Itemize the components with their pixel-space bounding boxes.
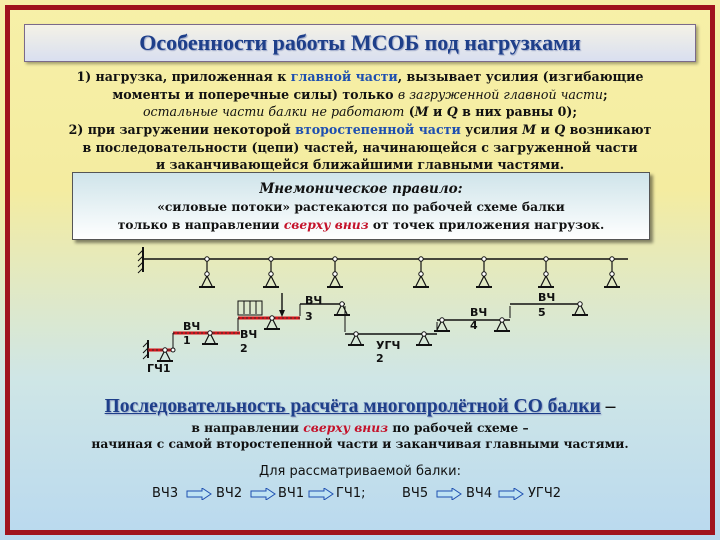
- p1-text: ;: [603, 86, 608, 102]
- p1-q: Q: [446, 104, 458, 119]
- p2-text: усилия: [460, 122, 523, 137]
- chain-vch2: ВЧ2: [216, 486, 243, 501]
- p2-secondary-part: второстепенной части: [295, 122, 461, 137]
- label-ugch2: УГЧ: [376, 339, 401, 352]
- sequence-line1: [20, 420, 700, 436]
- chain-ugch2: УГЧ2: [528, 486, 562, 501]
- p1-rest-text: остальные части балки не работают: [142, 104, 405, 119]
- label-gch1: ГЧ1: [147, 362, 171, 375]
- arrow-icon: [498, 488, 524, 500]
- mnemonic-text: только в направлении: [117, 217, 284, 232]
- arrow-icon: [186, 488, 212, 500]
- top-scheme: [138, 247, 628, 287]
- p2-q: Q: [554, 122, 566, 137]
- p2-m: M: [522, 122, 537, 137]
- chain-vch3: ВЧ3: [152, 486, 179, 501]
- chain-vch5: ВЧ5: [402, 486, 429, 501]
- label-vch5: ВЧ: [538, 291, 556, 304]
- label-vch3-num: 3: [305, 310, 313, 323]
- p2-text: возникают: [565, 122, 652, 137]
- label-vch1-num: 1: [183, 334, 191, 347]
- label-vch5-num: 5: [538, 306, 546, 319]
- chain-vch1: ВЧ1: [278, 486, 305, 501]
- label-vch4-num: 4: [470, 319, 478, 332]
- p2-text: 2) при загружении некоторой: [68, 122, 296, 137]
- mnemonic-top-down: сверху вниз: [283, 217, 369, 232]
- p1-text: , вызывает усилия (изгибающие: [397, 69, 644, 84]
- sequence-line2: начиная с самой второстепенной части и заканчивая главными частями.: [91, 436, 629, 451]
- page-title: Особенности работы МСОБ под нагрузками: [139, 30, 581, 55]
- footer-label: Для рассматриваемой балки:: [259, 464, 461, 479]
- arrow-icon: [250, 488, 276, 500]
- mnemonic-line1: «силовые потоки» растекаются по рабочей схеме балки: [157, 199, 565, 214]
- mnemonic-text: от точек приложения нагрузок.: [368, 217, 605, 232]
- p2-line3: и заканчивающейся ближайшими главными частями.: [155, 157, 565, 172]
- label-vch1: ВЧ: [183, 320, 201, 333]
- p1-m: M: [414, 104, 429, 119]
- p1-main-part: главной части: [290, 69, 398, 84]
- mnemonic-heading: Мнемоническое правило:: [259, 181, 463, 197]
- sequence-title: [20, 396, 700, 418]
- chain-gch1: ГЧ1;: [336, 486, 366, 501]
- p1-text: моменты и поперечные силы) только: [112, 86, 398, 102]
- p1-text: (: [404, 104, 415, 119]
- seq-text: по рабочей схеме –: [388, 420, 529, 435]
- chain-vch4: ВЧ4: [466, 486, 493, 501]
- p1-text: в них равны 0);: [457, 104, 578, 119]
- label-vch3: ВЧ: [305, 294, 323, 307]
- label-vch2-num: 2: [240, 342, 248, 355]
- label-ugch2-num: 2: [376, 352, 384, 365]
- sequence-dash: –: [600, 396, 616, 417]
- label-vch4: ВЧ: [470, 306, 488, 319]
- label-vch2: ВЧ: [240, 328, 258, 341]
- seq-text: в направлении: [191, 420, 304, 435]
- sequence-title-text: Последовательность расчёта многопролётной СО балки: [104, 396, 601, 417]
- p1-text: и: [428, 104, 447, 119]
- p2-text: и: [536, 122, 555, 137]
- arrow-icon: [436, 488, 462, 500]
- p2-line2: в последовательности (цепи) частей, начинающейся с загруженной части: [82, 139, 638, 155]
- p1-text: 1) нагрузка, приложенная к: [76, 69, 291, 84]
- working-scheme: [143, 291, 588, 375]
- arrow-icon: [308, 488, 334, 500]
- p1-loaded-part: в загруженной главной части: [397, 86, 604, 102]
- seq-top-down: сверху вниз: [303, 420, 389, 435]
